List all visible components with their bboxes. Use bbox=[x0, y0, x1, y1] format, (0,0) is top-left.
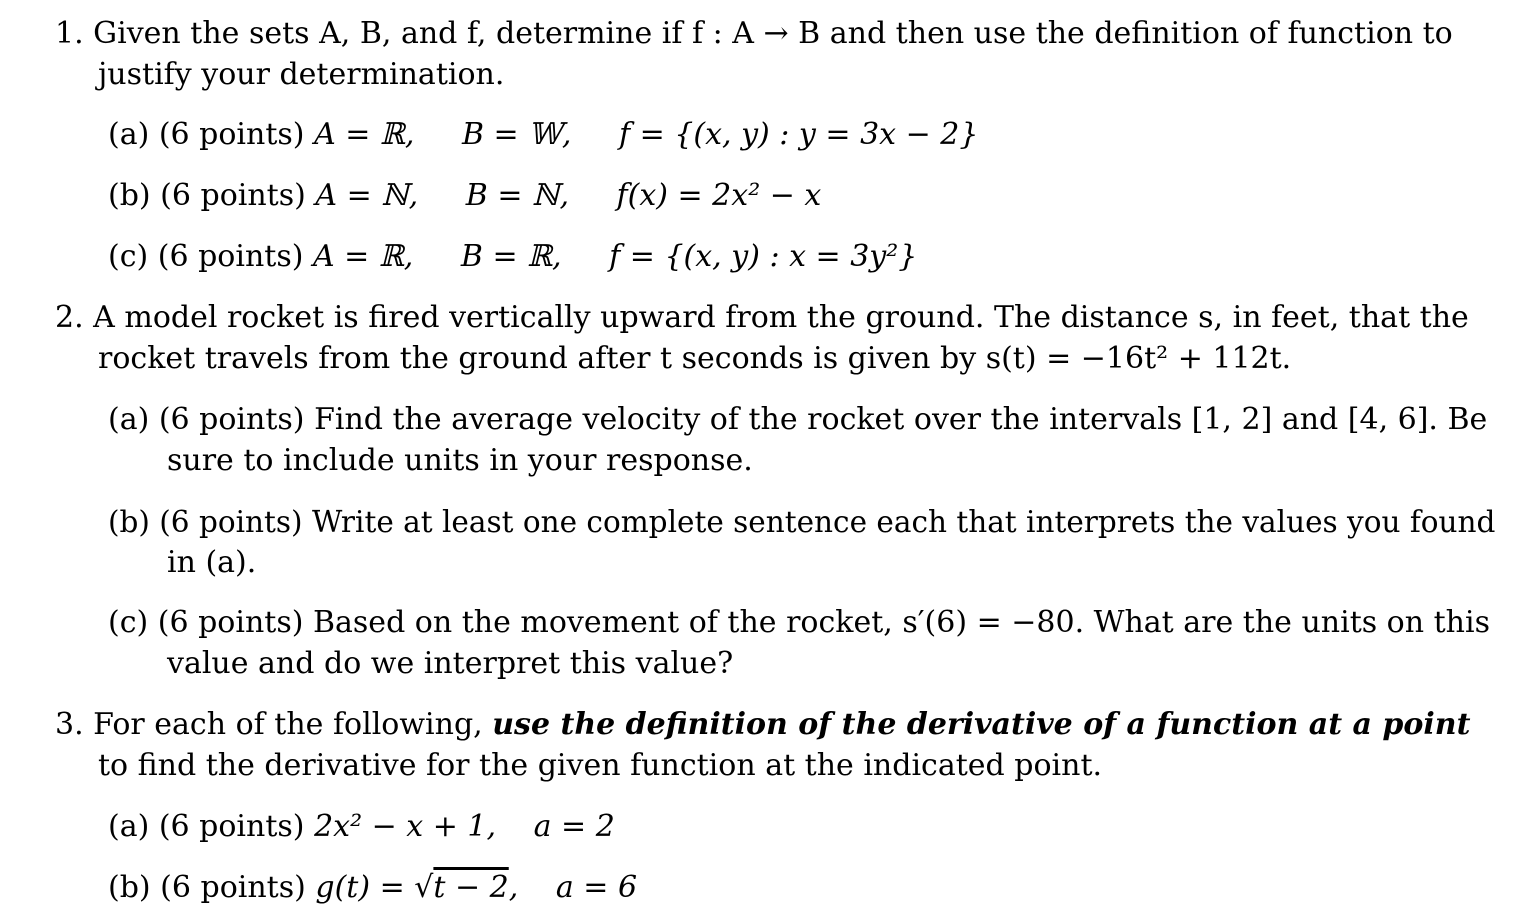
problem-2-part-a-line-2: sure to include units in your response. bbox=[167, 443, 753, 478]
problem-3-line-2: to find the derivative for the given function at the indicated point. bbox=[98, 748, 1103, 783]
problem-1-line-2: justify your determination. bbox=[98, 57, 505, 92]
problem-number: 3. bbox=[55, 707, 84, 742]
problem-2-part-c-line-1: (c) (6 points) Based on the movement of the rocket, s′(6) = −80. What are the units on this bbox=[108, 605, 1490, 640]
problem-text: A model rocket is fired vertically upward from the ground. The distance s, in feet, that the bbox=[93, 300, 1469, 335]
problem-2-line-1 bbox=[55, 300, 1469, 336]
problem-text: For each of the following, bbox=[93, 707, 483, 742]
radicand: t − 2 bbox=[433, 870, 509, 905]
problem-3-part-b: (b) (6 points) g(t) = √t − 2, a = 6 bbox=[108, 870, 638, 905]
problem-2-part-b-line-2: in (a). bbox=[167, 545, 257, 580]
problem-1-part-a: (a) (6 points) A = ℝ, B = 𝕎, f = {(x, y) : y = 3x − 2} bbox=[108, 117, 979, 152]
problem-1-part-c: (c) (6 points) A = ℝ, B = ℝ, f = {(x, y) : x = 3y²} bbox=[108, 239, 918, 274]
problem-text: Given the sets A, B, and f, determine if f : A → B and then use the definition of function to bbox=[93, 16, 1453, 51]
problem-1-line-1 bbox=[55, 16, 1453, 52]
emphasis-text: use the definition of the derivative of a function at a point bbox=[492, 707, 1471, 742]
problem-3-part-a: (a) (6 points) 2x² − x + 1, a = 2 bbox=[108, 809, 615, 844]
problem-number: 2. bbox=[55, 300, 84, 335]
problem-number: 1. bbox=[55, 16, 84, 51]
problem-2-part-b-line-1: (b) (6 points) Write at least one complete sentence each that interprets the values you found bbox=[108, 505, 1496, 539]
problem-1-part-b: (b) (6 points) A = ℕ, B = ℕ, f(x) = 2x² − x bbox=[108, 178, 822, 213]
problem-2-line-2: rocket travels from the ground after t seconds is given by s(t) = −16t² + 112t. bbox=[98, 341, 1292, 376]
problem-2-part-c-line-2: value and do we interpret this value? bbox=[167, 646, 734, 681]
problem-3-line-1 bbox=[55, 707, 1470, 743]
problem-2-part-a-line-1: (a) (6 points) Find the average velocity of the rocket over the intervals [1, 2] and [4, 6]. Be bbox=[108, 402, 1488, 437]
